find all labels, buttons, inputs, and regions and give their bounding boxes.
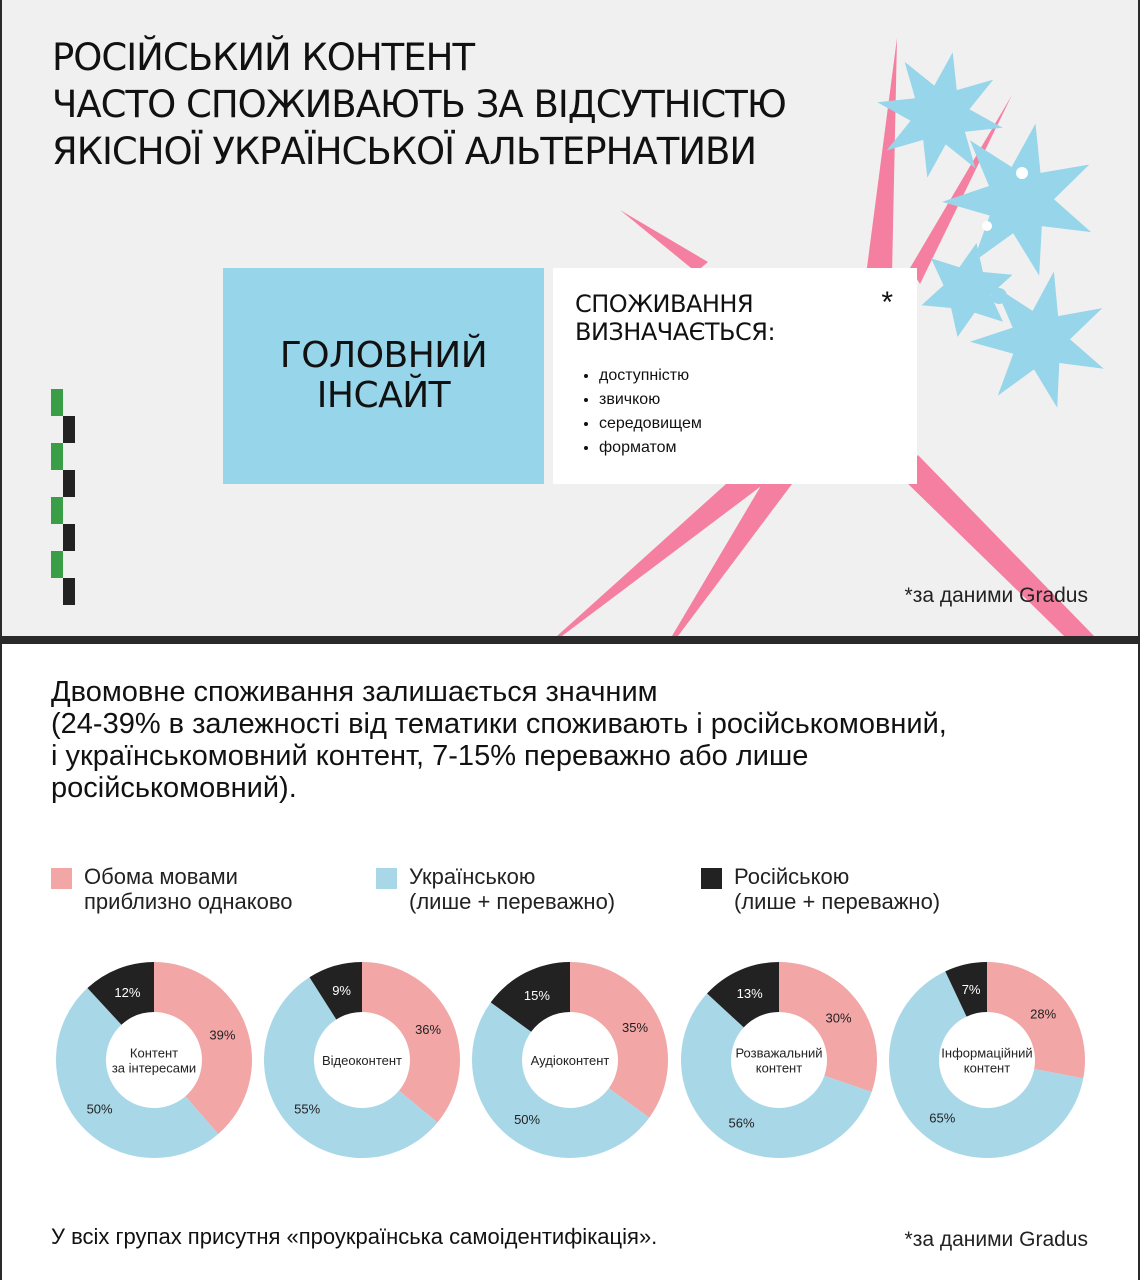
data-label: 35% xyxy=(621,1019,649,1035)
subtitle-line: і українськомовний контент, 7-15% переважно або лише xyxy=(51,740,809,772)
bottom-note: У всіх групах присутня «проукраїнська самоідентифікація». xyxy=(51,1224,658,1249)
legend-label-line: Російською xyxy=(734,864,850,889)
data-label: 12% xyxy=(114,985,141,1000)
checker-square xyxy=(63,416,75,443)
data-label: 36% xyxy=(415,1021,442,1037)
data-label: 30% xyxy=(825,1010,852,1026)
checker-square xyxy=(63,470,75,497)
legend-swatch xyxy=(51,868,72,889)
category-label: Контент xyxy=(129,1045,179,1061)
legend-label-line: Українською xyxy=(409,864,536,889)
data-label: 50% xyxy=(86,1101,113,1117)
checker-square xyxy=(51,443,63,470)
data-label: 39% xyxy=(209,1027,236,1043)
subtitle-line: Двомовне споживання залишається значним xyxy=(51,676,658,708)
donut-chart xyxy=(889,962,1085,1158)
donut-segment xyxy=(570,962,668,1118)
donut-chart xyxy=(472,962,668,1158)
data-label: 13% xyxy=(736,986,763,1002)
card-title-line: ВИЗНАЧАЄТЬСЯ: xyxy=(575,318,776,346)
checker-square xyxy=(51,497,63,524)
source-footnote: *за даними Gradus xyxy=(904,1228,1088,1251)
category-label: контент xyxy=(963,1060,1011,1076)
insight-card xyxy=(553,268,917,484)
category-label: Аудіоконтент xyxy=(530,1053,610,1068)
title-line: ЧАСТО СПОЖИВАЮТЬ ЗА ВІДСУТНІСТЮ xyxy=(52,83,786,126)
data-label: 65% xyxy=(929,1110,956,1126)
donut-charts xyxy=(2,950,1138,1170)
bilingual-slide xyxy=(2,644,1138,1280)
checker-square xyxy=(51,551,63,578)
legend-label xyxy=(409,864,615,914)
main-insight-line: ІНСАЙТ xyxy=(316,375,451,416)
donut-chart xyxy=(56,962,252,1158)
category-label: Відеоконтент xyxy=(321,1053,403,1068)
main-insight-box xyxy=(223,268,544,484)
legend-item-both xyxy=(51,864,293,914)
factor-list xyxy=(575,364,702,460)
checker-square xyxy=(63,524,75,551)
main-insight-label xyxy=(280,336,487,416)
list-item: • звичкою xyxy=(599,388,702,412)
legend-label xyxy=(734,864,940,914)
category-label: Розважальний xyxy=(735,1045,823,1061)
legend-item-russian xyxy=(701,864,940,914)
star-dot xyxy=(991,288,1007,304)
pink-ray xyxy=(902,455,1094,636)
title-line: РОСІЙСЬКИЙ КОНТЕНТ xyxy=(52,36,475,79)
legend-label-line: (лише + переважно) xyxy=(409,889,616,914)
page-title xyxy=(52,34,786,175)
data-label: 9% xyxy=(332,982,351,998)
card-title xyxy=(575,290,815,346)
data-label: 15% xyxy=(523,988,550,1003)
donut-segment xyxy=(362,962,460,1122)
subtitle-line: російськомовний). xyxy=(51,772,297,804)
subtitle-line: (24-39% в залежності від тематики споживають і російськомовний, xyxy=(51,708,947,740)
checker-square xyxy=(51,389,63,416)
pink-ray xyxy=(866,38,897,275)
star-dot xyxy=(982,221,992,231)
list-item: • середовищем xyxy=(599,412,702,436)
legend-item-ukrainian xyxy=(376,864,615,914)
legend-label-line: (лише + переважно) xyxy=(734,889,941,914)
data-label: 55% xyxy=(294,1101,321,1117)
legend-swatch xyxy=(376,868,397,889)
asterisk-icon: * xyxy=(881,286,893,319)
pink-ray xyxy=(620,210,708,272)
donut-chart xyxy=(264,962,460,1158)
data-label: 50% xyxy=(514,1112,541,1128)
category-label: за інтересами xyxy=(111,1060,197,1076)
category-label: контент xyxy=(755,1060,803,1076)
data-label: 7% xyxy=(961,981,981,997)
donut-chart xyxy=(681,962,877,1158)
list-item: • форматом xyxy=(599,436,702,460)
insight-slide xyxy=(2,0,1138,636)
slide-subtitle xyxy=(51,676,1051,804)
data-label: 56% xyxy=(728,1115,755,1131)
star-dot xyxy=(1016,167,1028,179)
list-item: • доступністю xyxy=(599,364,702,388)
legend-label-line: Обома мовами xyxy=(84,864,238,889)
legend-label-line: приблизно однаково xyxy=(84,889,293,914)
card-title-line: СПОЖИВАННЯ xyxy=(575,290,754,318)
main-insight-line: ГОЛОВНИЙ xyxy=(279,335,488,376)
legend-swatch xyxy=(701,868,722,889)
title-line: ЯКІСНОЇ УКРАЇНСЬКОЇ АЛЬТЕРНАТИВИ xyxy=(52,130,757,173)
data-label: 28% xyxy=(1030,1006,1057,1022)
source-footnote: *за даними Gradus xyxy=(904,584,1088,607)
legend-label xyxy=(84,864,293,914)
category-label: Інформаційний xyxy=(941,1045,1033,1061)
checker-pattern xyxy=(51,389,75,605)
checker-square xyxy=(63,578,75,605)
